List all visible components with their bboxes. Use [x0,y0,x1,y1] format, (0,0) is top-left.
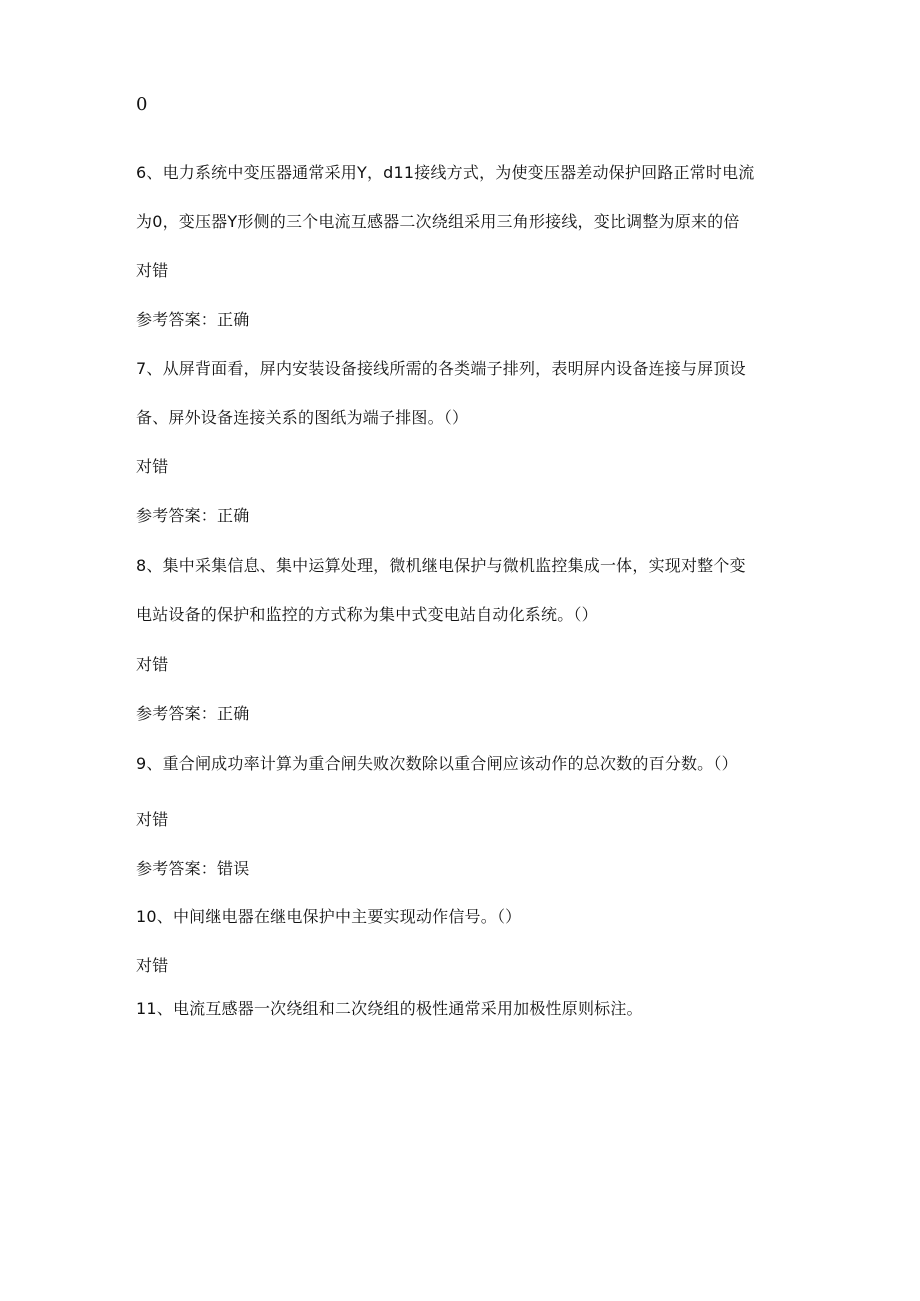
question-7-options: 对错 [136,457,169,476]
question-7-line-2: 备、屏外设备连接关系的图纸为端子排图。（） [136,408,469,427]
question-6-options: 对错 [136,261,169,280]
question-6-line-2: 为0，变压器Y形侧的三个电流互感器二次绕组采用三角形接线，变比调整为原来的倍 [136,212,740,231]
question-6-line-1: 6、电力系统中变压器通常采用Y，d11接线方式，为使变压器差动保护回路正常时电流 [136,163,755,182]
question-6-answer: 参考答案：正确 [136,310,250,329]
question-9-line-1: 9、重合闸成功率计算为重合闸失败次数除以重合闸应该动作的总次数的百分数。（） [136,754,738,773]
question-7-answer: 参考答案：正确 [136,506,250,525]
question-8-line-1: 8、集中采集信息、集中运算处理，微机继电保护与微机监控集成一体，实现对整个变 [136,556,746,575]
question-7-line-1: 7、从屏背面看，屏内安装设备接线所需的各类端子排列，表明屏内设备连接与屏顶设 [136,359,746,378]
question-8-options: 对错 [136,655,169,674]
question-11-line-1: 11、电流互感器一次绕组和二次绕组的极性通常采用加极性原则标注。 [136,999,643,1018]
question-9-answer: 参考答案：错误 [136,859,250,878]
text-fragment: 0 [136,94,148,115]
question-9-options: 对错 [136,810,169,829]
question-8-answer: 参考答案：正确 [136,704,250,723]
question-10-options: 对错 [136,956,169,975]
question-8-line-2: 电站设备的保护和监控的方式称为集中式变电站自动化系统。（） [136,605,598,624]
question-10-line-1: 10、中间继电器在继电保护中主要实现动作信号。（） [136,907,522,926]
